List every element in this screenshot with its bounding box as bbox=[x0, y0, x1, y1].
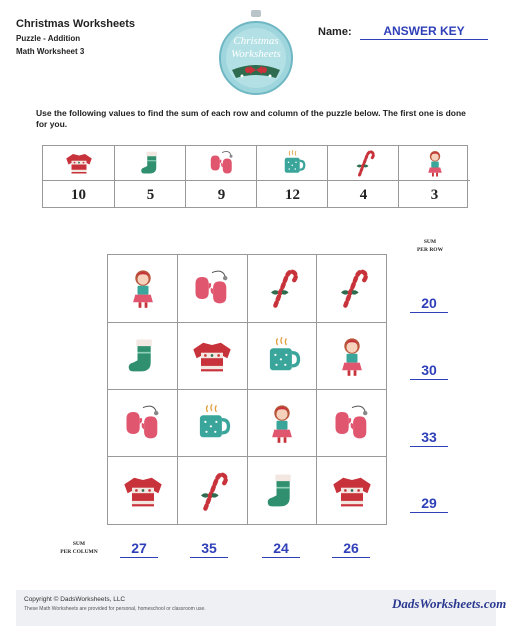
ornament-text-line2: Worksheets bbox=[231, 48, 281, 60]
grid-cell bbox=[108, 390, 178, 458]
candy-cane-icon bbox=[260, 266, 304, 310]
doll-icon bbox=[260, 401, 304, 445]
col-sum-header-line1: SUM bbox=[72, 541, 86, 547]
answer-key: ANSWER KEY bbox=[360, 24, 488, 40]
grid-cell bbox=[247, 390, 317, 458]
worksheet-subtitle: Puzzle - Addition bbox=[16, 34, 81, 43]
mittens-icon bbox=[186, 146, 257, 180]
ornament-logo bbox=[218, 8, 294, 96]
grid-cell bbox=[317, 390, 387, 458]
row-sum-1: 20 bbox=[410, 295, 448, 313]
row-sum-header bbox=[412, 238, 448, 254]
mittens-icon bbox=[121, 401, 165, 445]
legend-table bbox=[42, 145, 468, 208]
usage-note: These Math Worksheets are provided for personal, homeschool or classroom use. bbox=[24, 606, 206, 612]
doll-icon bbox=[330, 334, 374, 378]
grid-cell bbox=[317, 457, 387, 525]
row-sum-header-line1: SUM bbox=[423, 239, 437, 245]
mittens-icon bbox=[190, 266, 234, 310]
mug-icon bbox=[260, 334, 304, 378]
worksheet-number: Math Worksheet 3 bbox=[16, 47, 85, 56]
candy-cane-icon bbox=[190, 469, 234, 513]
legend-cell bbox=[398, 146, 469, 208]
doll-icon bbox=[399, 146, 470, 180]
stocking-icon bbox=[260, 469, 304, 513]
mug-icon bbox=[257, 146, 328, 180]
row-sum-3: 33 bbox=[410, 429, 448, 447]
sweater-icon bbox=[330, 469, 374, 513]
footer bbox=[16, 590, 507, 626]
grid-cell bbox=[178, 255, 248, 323]
mittens-icon bbox=[330, 401, 374, 445]
grid-cell bbox=[108, 457, 178, 525]
legend-cell bbox=[256, 146, 327, 208]
legend-value: 10 bbox=[43, 180, 114, 209]
legend-value: 9 bbox=[186, 180, 257, 209]
sweater-icon bbox=[43, 146, 114, 180]
col-sum-header bbox=[50, 540, 108, 556]
sweater-icon bbox=[121, 469, 165, 513]
copyright: Copyright © DadsWorksheets, LLC bbox=[24, 596, 126, 603]
worksheet-title: Christmas Worksheets bbox=[16, 18, 136, 30]
col-sum-2: 35 bbox=[190, 540, 228, 558]
brand-logo: DadsWorksheets.com bbox=[392, 596, 507, 611]
row-sum-4: 29 bbox=[410, 495, 448, 513]
col-sum-header-line2: PER COLUMN bbox=[60, 549, 98, 555]
col-sum-1: 27 bbox=[120, 540, 158, 558]
row-sum-header-line2: PER ROW bbox=[416, 247, 444, 253]
name-label: Name: bbox=[318, 26, 352, 38]
legend-value: 5 bbox=[115, 180, 186, 209]
doll-icon bbox=[121, 266, 165, 310]
legend-cell bbox=[327, 146, 398, 208]
col-sum-4: 26 bbox=[332, 540, 370, 558]
legend-value: 12 bbox=[257, 180, 328, 209]
col-sum-3: 24 bbox=[262, 540, 300, 558]
puzzle-grid bbox=[107, 254, 387, 525]
grid-cell bbox=[178, 390, 248, 458]
row-sum-2: 30 bbox=[410, 362, 448, 380]
grid-cell bbox=[247, 255, 317, 323]
legend-cell bbox=[114, 146, 185, 208]
candy-cane-icon bbox=[328, 146, 399, 180]
legend-cell bbox=[43, 146, 114, 208]
grid-cell bbox=[247, 457, 317, 525]
ornament-text-line1: Christmas bbox=[233, 35, 279, 47]
grid-cell bbox=[108, 255, 178, 323]
stocking-icon bbox=[121, 334, 165, 378]
instructions: Use the following values to find the sum of each row and column of the puzzle below. The first one is done for you. bbox=[36, 108, 466, 129]
mug-icon bbox=[190, 401, 234, 445]
grid-cell bbox=[178, 457, 248, 525]
stocking-icon bbox=[115, 146, 186, 180]
grid-cell bbox=[247, 322, 317, 390]
grid-cell bbox=[178, 322, 248, 390]
grid-cell bbox=[317, 322, 387, 390]
legend-value: 3 bbox=[399, 180, 470, 209]
grid-cell bbox=[317, 255, 387, 323]
sweater-icon bbox=[190, 334, 234, 378]
legend-cell bbox=[185, 146, 256, 208]
candy-cane-icon bbox=[330, 266, 374, 310]
legend-value: 4 bbox=[328, 180, 399, 209]
grid-cell bbox=[108, 322, 178, 390]
